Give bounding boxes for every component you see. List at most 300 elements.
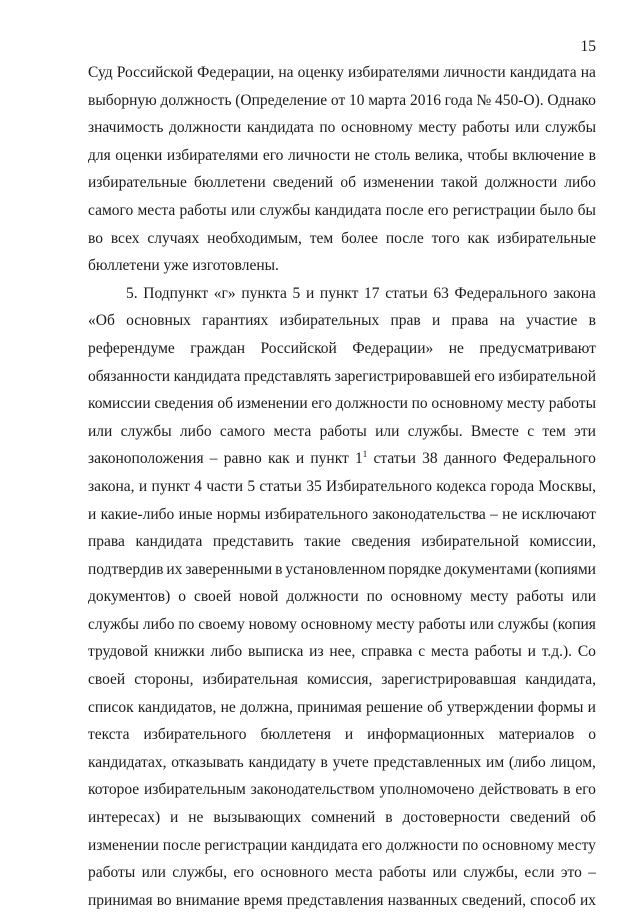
word: Вместе [470, 422, 519, 440]
word: закона, [88, 477, 135, 495]
text-line [88, 445, 596, 473]
word: Избирательного [326, 477, 432, 495]
word: об [427, 698, 443, 716]
word: необходимым, [207, 229, 302, 247]
word: 63 [433, 284, 449, 302]
word: 10 [348, 91, 365, 109]
word: Федерации» [352, 339, 434, 357]
word: должность [160, 91, 232, 109]
word: того [431, 229, 460, 247]
word: достоверности [402, 809, 500, 827]
word: основному [390, 588, 463, 606]
word: (либо [508, 753, 546, 771]
word: должности [484, 174, 558, 192]
word: работы [418, 615, 466, 633]
word: года [444, 91, 473, 109]
word: порядке [388, 560, 442, 578]
word: – [209, 450, 218, 468]
word: Федерального [502, 450, 596, 468]
word: избирательного [143, 726, 247, 744]
word: решение [365, 698, 423, 716]
word: по [178, 615, 195, 633]
word: Однако [547, 91, 596, 109]
word: если [524, 864, 555, 882]
text-line [88, 197, 596, 225]
word: кандидата, [525, 671, 596, 689]
word: должности [386, 836, 459, 854]
page-number: 15 [580, 38, 596, 55]
word: – [490, 505, 498, 523]
word: его [361, 836, 383, 854]
word: должности [169, 119, 242, 137]
word: избирательной [498, 367, 596, 385]
word: личности [287, 146, 351, 164]
word: которое [88, 781, 140, 799]
word: нормы [216, 505, 261, 523]
word: кандидата [173, 367, 241, 385]
word: сведения [351, 533, 411, 551]
word: из [309, 643, 324, 661]
word: службы [88, 615, 139, 633]
word: работы [474, 643, 522, 661]
word: самого [88, 201, 134, 219]
text-line [88, 307, 596, 335]
word: в [320, 753, 328, 771]
word: справка [361, 643, 413, 661]
word: чтобы [467, 146, 508, 164]
text-line [88, 363, 596, 391]
text-line [88, 225, 596, 253]
word: и [431, 312, 441, 330]
word: такой [441, 174, 478, 192]
word: по [462, 836, 479, 854]
word: месту [470, 588, 509, 606]
word: во [88, 229, 103, 247]
word: установленном [285, 560, 386, 578]
word: после [385, 201, 424, 219]
word: сведений, [461, 891, 526, 909]
word: лицом, [550, 753, 596, 771]
word: его [427, 201, 449, 219]
word: либо [210, 643, 243, 661]
word: это [560, 864, 582, 882]
word: кандидатах, [88, 753, 167, 771]
text-line [88, 859, 596, 887]
word: было [539, 201, 574, 219]
word: способ [530, 891, 576, 909]
word: включение [512, 146, 585, 164]
word: комиссии, [529, 533, 596, 551]
word: 17 [364, 284, 380, 302]
text-line [88, 335, 596, 363]
word: закона [553, 284, 596, 302]
word: избирателями [166, 146, 259, 164]
word: оценку [297, 64, 344, 81]
word: трудовой [88, 643, 149, 661]
text-line [88, 721, 596, 749]
word: зарегистрировавшая [381, 671, 517, 689]
word: от [330, 91, 346, 109]
word: выписка [247, 643, 304, 661]
text-line [88, 418, 596, 446]
word: время [243, 891, 283, 909]
word: внимание [175, 891, 240, 909]
word: прав [390, 312, 421, 330]
word: какие-либо [100, 505, 175, 523]
word: месту [506, 395, 546, 413]
word: избирательного [264, 505, 368, 523]
word: города [490, 477, 535, 495]
word: кандидатов, [137, 698, 217, 716]
word: места [430, 643, 469, 661]
word: по [411, 395, 428, 413]
word: 5. [126, 284, 138, 302]
word: Федерации, [197, 64, 275, 81]
word: всех [110, 229, 140, 247]
word: работы [378, 864, 427, 882]
word: сведений [272, 174, 334, 192]
word: утверждении [446, 698, 534, 716]
word: статьи [373, 450, 416, 468]
word: и [344, 726, 354, 744]
word: учете [332, 753, 369, 771]
word: кандидату [248, 753, 316, 771]
word: материалов [498, 726, 575, 744]
word: Федерального [454, 284, 548, 302]
word: своему [198, 615, 245, 633]
text-line [88, 556, 596, 584]
text-line [88, 832, 596, 860]
word: пункта [241, 284, 287, 302]
word: об [217, 395, 233, 413]
word: личности [443, 64, 506, 81]
word: о [178, 588, 186, 606]
text-line [88, 887, 596, 914]
word: основных [126, 312, 191, 330]
word: его [575, 781, 596, 799]
word: предусматривают [479, 339, 596, 357]
text-line [88, 87, 596, 115]
text-line [88, 638, 596, 666]
word: сомнений [311, 809, 376, 827]
word: как [467, 229, 490, 247]
word: не [354, 146, 370, 164]
word: права [451, 312, 489, 330]
word: нее, [329, 643, 356, 661]
word: Российской [116, 64, 194, 81]
word: регистрации [452, 201, 536, 219]
word: или [469, 615, 494, 633]
word: либо [142, 615, 175, 633]
word: случаях [147, 229, 200, 247]
word: для [88, 146, 111, 164]
word: названных [387, 891, 458, 909]
word: с [418, 643, 426, 661]
word: части [206, 477, 243, 495]
word: и [138, 477, 148, 495]
word: книжки [154, 643, 205, 661]
word: № [476, 91, 492, 109]
text-line [88, 142, 596, 170]
word: изменении [236, 395, 308, 413]
word: службы, [172, 864, 228, 882]
word: новой [239, 588, 279, 606]
word: на [278, 64, 294, 81]
word: службы [545, 119, 596, 137]
word: или [432, 864, 457, 882]
word: должности [335, 395, 408, 413]
line-text: бюллетени уже изготовлены. [88, 257, 279, 275]
word: в [275, 560, 283, 578]
word: на [499, 312, 515, 330]
word: месту [557, 836, 596, 854]
text-line [88, 169, 596, 197]
word: как [267, 450, 290, 468]
word: Суд [88, 64, 113, 81]
word: по [319, 119, 336, 137]
word: кандидата [314, 201, 382, 219]
word: стороны, [134, 671, 194, 689]
text-line [88, 280, 596, 308]
word: 2016 [409, 91, 441, 109]
word: «Об [88, 312, 115, 330]
word: работы [548, 395, 596, 413]
word: в [563, 781, 571, 799]
word: 5 [292, 284, 301, 302]
word: представления [286, 891, 384, 909]
word: иные [178, 505, 213, 523]
word: комиссии [88, 395, 151, 413]
word: граждан [190, 339, 246, 357]
word: основному [300, 615, 373, 633]
word: Российской [260, 339, 337, 357]
word: изменении [363, 174, 435, 192]
word: – [588, 864, 596, 882]
footnote-superscript: 1 [362, 449, 368, 460]
word: кандидата [135, 533, 203, 551]
text-line [88, 804, 596, 832]
word: о [588, 726, 596, 744]
word: обязанности [88, 367, 171, 385]
word: 5 [247, 477, 256, 495]
word: не [188, 809, 204, 827]
word: после [162, 836, 201, 854]
word: вызывающих [213, 809, 302, 827]
word: и [587, 698, 596, 716]
word: зарегистрировавшей [334, 367, 471, 385]
text-line [88, 583, 596, 611]
word: пункт [310, 450, 349, 468]
word: или [375, 422, 400, 440]
word: после [385, 229, 424, 247]
word: марта [368, 91, 407, 109]
text-line [88, 114, 596, 142]
word: либо [564, 174, 596, 192]
word: новому [248, 615, 297, 633]
word: заверенными [185, 560, 273, 578]
word: и [305, 284, 315, 302]
word: их [579, 891, 596, 909]
word: т.д.). [541, 643, 573, 661]
word: его [233, 864, 255, 882]
word: такие [304, 533, 341, 551]
document-body [88, 59, 596, 914]
word: не [220, 698, 236, 716]
word: 38 [422, 450, 438, 468]
word: своей [88, 671, 126, 689]
word: места [137, 201, 176, 219]
word: или [88, 422, 113, 440]
word: кандидата [246, 119, 314, 137]
word: права [88, 533, 125, 551]
word: интересах) [88, 809, 161, 827]
word: регистрации [204, 836, 288, 854]
word: статьи [385, 284, 428, 302]
word: представленных [373, 753, 482, 771]
word: сведения [154, 395, 214, 413]
word: данного [443, 450, 497, 468]
word: законоположения [88, 450, 204, 468]
word: статьи [259, 477, 302, 495]
word: места [334, 864, 373, 882]
word: его [311, 395, 332, 413]
word: основного [260, 864, 329, 882]
text-line [88, 390, 596, 418]
word: службы. [407, 422, 463, 440]
word: службы, [463, 864, 519, 882]
word: избирательные [497, 229, 596, 247]
word: месту [376, 615, 415, 633]
word: избирательной [421, 533, 519, 551]
word: представить [212, 533, 294, 551]
word: пункт [319, 284, 359, 302]
text-line [88, 501, 596, 529]
text-line [88, 59, 596, 87]
word: подтвердив [88, 560, 164, 578]
word: 35 [306, 477, 322, 495]
word: действовать [479, 781, 559, 799]
word: на [580, 64, 596, 81]
word: принимая [88, 891, 153, 909]
word: референдуме [88, 339, 175, 357]
word: работы [319, 422, 367, 440]
word: изменении [88, 836, 159, 854]
word: кодекса [436, 477, 487, 495]
text-line [88, 694, 596, 722]
word: их [166, 560, 183, 578]
word: избирательных [279, 312, 380, 330]
text-line [88, 528, 596, 556]
word: гарантиях [202, 312, 269, 330]
word: работы [516, 588, 564, 606]
word: бы [577, 201, 596, 219]
word: работы [462, 119, 510, 137]
word: комиссия, [307, 671, 373, 689]
word: им [486, 753, 505, 771]
word: тем [309, 229, 334, 247]
word: основному [482, 836, 554, 854]
word: места [273, 422, 312, 440]
word: документами [444, 560, 532, 578]
word: избирательным [144, 781, 246, 799]
word: или [515, 119, 540, 137]
word: велика, [414, 146, 463, 164]
word: своей [193, 588, 232, 606]
text-line [88, 666, 596, 694]
word: или [141, 864, 166, 882]
word: сведений [509, 809, 571, 827]
word: текста [88, 726, 130, 744]
word: (Определение [235, 91, 328, 109]
word: службы [497, 615, 549, 633]
word: и [88, 505, 97, 523]
word: кандидата [291, 836, 358, 854]
word: законодательства [372, 505, 486, 523]
word: службы [120, 422, 172, 440]
text-line [88, 749, 596, 777]
word: Со [577, 643, 596, 661]
word: законодательством [250, 781, 375, 799]
word: бюллетени [193, 174, 266, 192]
word: не [448, 339, 464, 357]
word: или [571, 588, 596, 606]
word: избирателями [347, 64, 440, 81]
word: службы [259, 201, 311, 219]
word: об [340, 174, 356, 192]
word: 4 [194, 477, 203, 495]
word: эти [574, 422, 596, 440]
word: кандидата [509, 64, 577, 81]
word: в [588, 312, 596, 330]
word: основному [341, 119, 413, 137]
word: должности [286, 588, 359, 606]
word: информационных [367, 726, 485, 744]
word: бюллетеня [260, 726, 331, 744]
word: более [341, 229, 379, 247]
word: равно [223, 450, 262, 468]
text-line [88, 611, 596, 639]
word: «г» [213, 284, 236, 302]
word: или [230, 201, 256, 219]
text-line [88, 473, 596, 501]
word: документов) [88, 588, 171, 606]
word: работы [88, 864, 136, 882]
word: (копия [552, 615, 596, 633]
word: участие [526, 312, 578, 330]
word: не [502, 505, 518, 523]
text-line [88, 252, 596, 280]
word: его [262, 146, 284, 164]
word: Подпункт [143, 284, 209, 302]
word: выборную [88, 91, 157, 109]
word: $1^1$ [355, 449, 368, 468]
word: формы [537, 698, 584, 716]
word: избирательные [88, 174, 187, 192]
word: в [385, 809, 393, 827]
word: пункт [151, 477, 190, 495]
word: и [527, 643, 536, 661]
word: принимая [297, 698, 362, 716]
word: во [156, 891, 172, 909]
word: оценки [115, 146, 163, 164]
word: с [527, 422, 535, 440]
word: тем [542, 422, 566, 440]
word: по [366, 588, 383, 606]
word: и [295, 450, 305, 468]
word: уполномочено [379, 781, 475, 799]
word: список [88, 698, 134, 716]
word: отказывать [171, 753, 244, 771]
